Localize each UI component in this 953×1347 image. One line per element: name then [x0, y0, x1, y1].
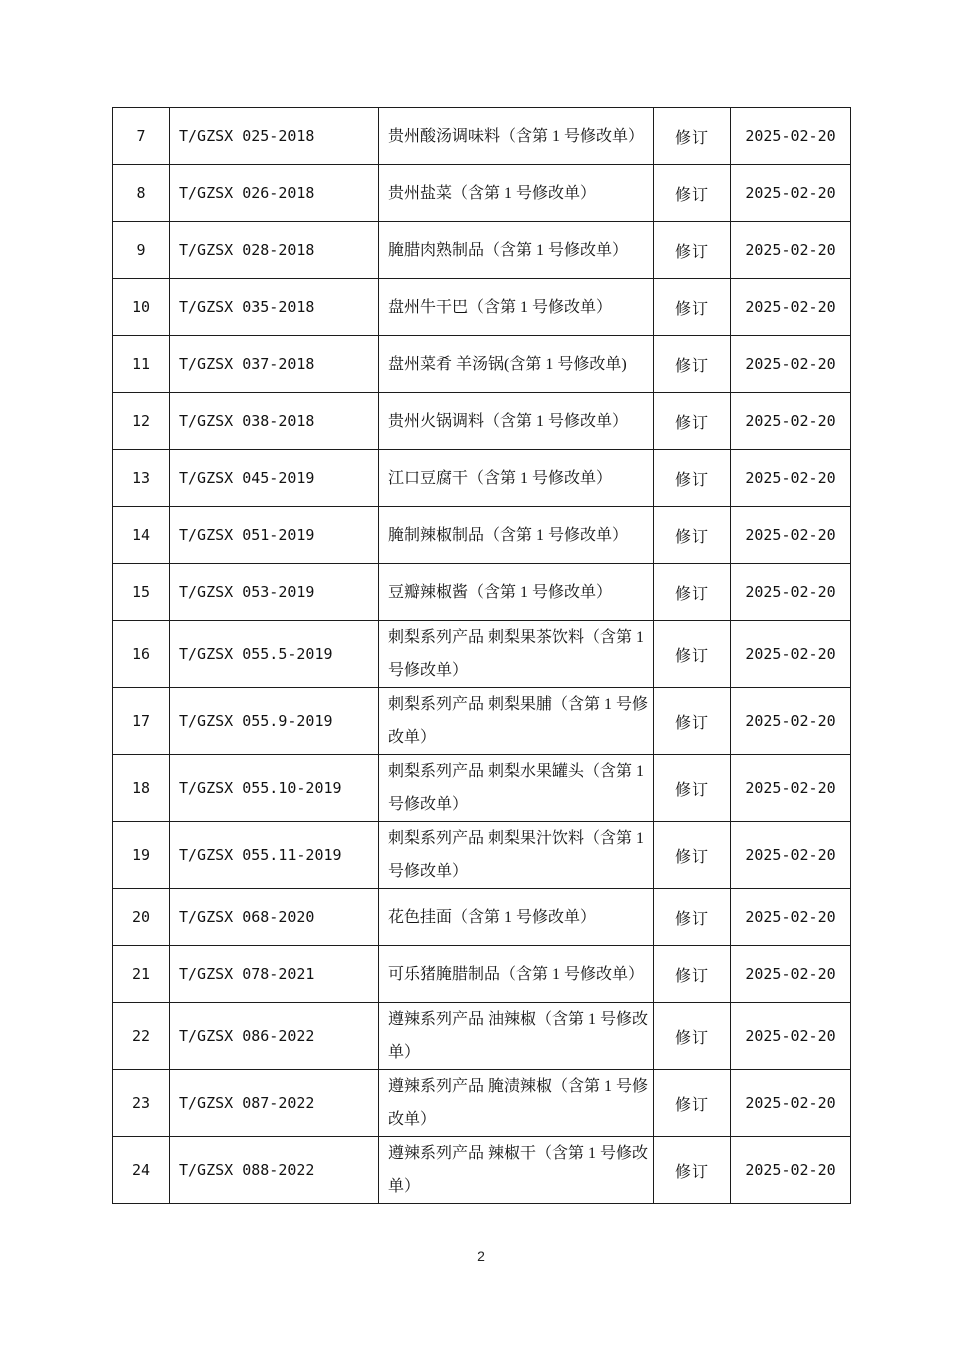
standard-name-cell: 刺梨系列产品 刺梨水果罐头（含第 1 号修改单） [379, 755, 654, 822]
status-cell: 修订 [654, 165, 731, 222]
date-cell: 2025-02-20 [731, 946, 851, 1003]
table-row [113, 336, 851, 393]
row-number-cell: 7 [113, 108, 170, 165]
date-cell: 2025-02-20 [731, 507, 851, 564]
table-row [113, 946, 851, 1003]
standard-code-cell: T/GZSX 035-2018 [170, 279, 379, 336]
date-cell: 2025-02-20 [731, 222, 851, 279]
date-cell: 2025-02-20 [731, 450, 851, 507]
table-row [113, 1003, 851, 1070]
row-number-cell: 14 [113, 507, 170, 564]
status-cell: 修订 [654, 688, 731, 755]
table-row [113, 393, 851, 450]
date-cell: 2025-02-20 [731, 688, 851, 755]
date-cell: 2025-02-20 [731, 336, 851, 393]
standard-code-cell: T/GZSX 055.10-2019 [170, 755, 379, 822]
standard-code-cell: T/GZSX 028-2018 [170, 222, 379, 279]
table-row [113, 1070, 851, 1137]
date-cell: 2025-02-20 [731, 393, 851, 450]
table-row [113, 507, 851, 564]
table-row [113, 222, 851, 279]
standards-table [112, 107, 851, 1204]
row-number-cell: 16 [113, 621, 170, 688]
standard-name-cell: 可乐猪腌腊制品（含第 1 号修改单） [379, 946, 654, 1003]
standard-code-cell: T/GZSX 051-2019 [170, 507, 379, 564]
standard-code-cell: T/GZSX 087-2022 [170, 1070, 379, 1137]
status-cell: 修订 [654, 1070, 731, 1137]
table-row [113, 621, 851, 688]
status-cell: 修订 [654, 336, 731, 393]
standard-name-cell: 江口豆腐干（含第 1 号修改单） [379, 450, 654, 507]
date-cell: 2025-02-20 [731, 822, 851, 889]
standard-name-cell: 盘州牛干巴（含第 1 号修改单） [379, 279, 654, 336]
date-cell: 2025-02-20 [731, 621, 851, 688]
date-cell: 2025-02-20 [731, 1137, 851, 1204]
row-number-cell: 21 [113, 946, 170, 1003]
status-cell: 修订 [654, 889, 731, 946]
status-cell: 修订 [654, 1003, 731, 1070]
row-number-cell: 15 [113, 564, 170, 621]
standard-code-cell: T/GZSX 026-2018 [170, 165, 379, 222]
row-number-cell: 22 [113, 1003, 170, 1070]
standard-name-cell: 贵州火锅调料（含第 1 号修改单） [379, 393, 654, 450]
status-cell: 修订 [654, 621, 731, 688]
date-cell: 2025-02-20 [731, 564, 851, 621]
row-number-cell: 24 [113, 1137, 170, 1204]
row-number-cell: 13 [113, 450, 170, 507]
date-cell: 2025-02-20 [731, 108, 851, 165]
standard-name-cell: 盘州菜肴 羊汤锅(含第 1 号修改单) [379, 336, 654, 393]
row-number-cell: 19 [113, 822, 170, 889]
standard-name-cell: 遵辣系列产品 腌渍辣椒（含第 1 号修改单） [379, 1070, 654, 1137]
row-number-cell: 20 [113, 889, 170, 946]
status-cell: 修订 [654, 108, 731, 165]
table-row [113, 450, 851, 507]
date-cell: 2025-02-20 [731, 165, 851, 222]
standard-name-cell: 花色挂面（含第 1 号修改单） [379, 889, 654, 946]
standard-code-cell: T/GZSX 086-2022 [170, 1003, 379, 1070]
standard-name-cell: 刺梨系列产品 刺梨果茶饮料（含第 1 号修改单） [379, 621, 654, 688]
standard-name-cell: 刺梨系列产品 刺梨果汁饮料（含第 1 号修改单） [379, 822, 654, 889]
table-row [113, 822, 851, 889]
standard-code-cell: T/GZSX 038-2018 [170, 393, 379, 450]
standard-code-cell: T/GZSX 055.9-2019 [170, 688, 379, 755]
status-cell: 修订 [654, 755, 731, 822]
date-cell: 2025-02-20 [731, 279, 851, 336]
row-number-cell: 23 [113, 1070, 170, 1137]
date-cell: 2025-02-20 [731, 889, 851, 946]
table-row [113, 889, 851, 946]
date-cell: 2025-02-20 [731, 755, 851, 822]
standard-code-cell: T/GZSX 068-2020 [170, 889, 379, 946]
status-cell: 修订 [654, 279, 731, 336]
standard-name-cell: 刺梨系列产品 刺梨果脯（含第 1 号修改单） [379, 688, 654, 755]
status-cell: 修订 [654, 564, 731, 621]
standard-name-cell: 豆瓣辣椒酱（含第 1 号修改单） [379, 564, 654, 621]
status-cell: 修订 [654, 1137, 731, 1204]
date-cell: 2025-02-20 [731, 1003, 851, 1070]
standard-code-cell: T/GZSX 045-2019 [170, 450, 379, 507]
row-number-cell: 10 [113, 279, 170, 336]
table-row [113, 165, 851, 222]
status-cell: 修订 [654, 450, 731, 507]
table-row [113, 688, 851, 755]
standard-code-cell: T/GZSX 025-2018 [170, 108, 379, 165]
table-row [113, 279, 851, 336]
table-row [113, 755, 851, 822]
status-cell: 修订 [654, 393, 731, 450]
row-number-cell: 18 [113, 755, 170, 822]
date-cell: 2025-02-20 [731, 1070, 851, 1137]
row-number-cell: 9 [113, 222, 170, 279]
standard-name-cell: 腌制辣椒制品（含第 1 号修改单） [379, 507, 654, 564]
standard-code-cell: T/GZSX 055.5-2019 [170, 621, 379, 688]
standard-code-cell: T/GZSX 055.11-2019 [170, 822, 379, 889]
standard-name-cell: 遵辣系列产品 油辣椒（含第 1 号修改单） [379, 1003, 654, 1070]
row-number-cell: 12 [113, 393, 170, 450]
row-number-cell: 8 [113, 165, 170, 222]
standard-code-cell: T/GZSX 088-2022 [170, 1137, 379, 1204]
table-row [113, 564, 851, 621]
standard-name-cell: 遵辣系列产品 辣椒干（含第 1 号修改单） [379, 1137, 654, 1204]
standard-name-cell: 贵州酸汤调味料（含第 1 号修改单） [379, 108, 654, 165]
status-cell: 修订 [654, 507, 731, 564]
standard-code-cell: T/GZSX 037-2018 [170, 336, 379, 393]
status-cell: 修订 [654, 822, 731, 889]
standard-name-cell: 腌腊肉熟制品（含第 1 号修改单） [379, 222, 654, 279]
table-row [113, 1137, 851, 1204]
status-cell: 修订 [654, 222, 731, 279]
table-row [113, 108, 851, 165]
status-cell: 修订 [654, 946, 731, 1003]
standard-code-cell: T/GZSX 078-2021 [170, 946, 379, 1003]
standard-code-cell: T/GZSX 053-2019 [170, 564, 379, 621]
page-number: 2 [477, 1248, 485, 1264]
standards-table-body [113, 108, 851, 1204]
row-number-cell: 11 [113, 336, 170, 393]
standard-name-cell: 贵州盐菜（含第 1 号修改单） [379, 165, 654, 222]
row-number-cell: 17 [113, 688, 170, 755]
